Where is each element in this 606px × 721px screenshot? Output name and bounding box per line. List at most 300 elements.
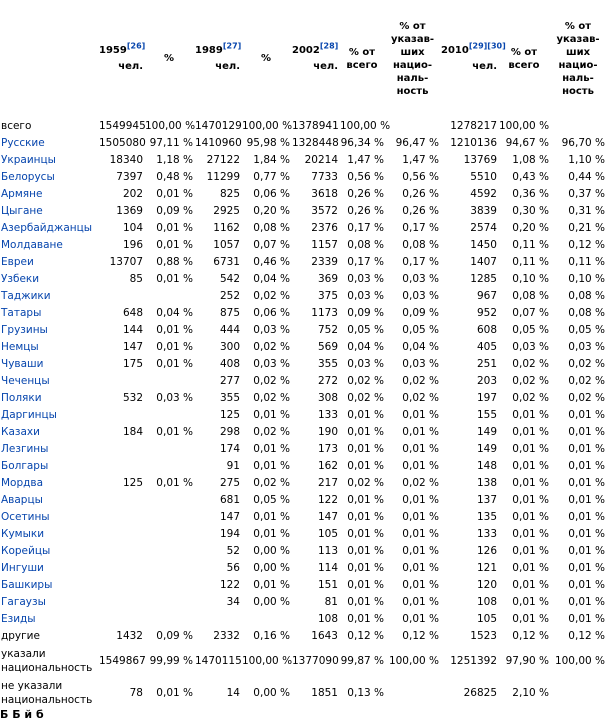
table-cell: 0,06 % <box>253 188 290 200</box>
table-cell: 0,02 % <box>253 477 290 489</box>
table-cell: 149 <box>476 426 497 438</box>
table-cell <box>98 611 144 628</box>
table-cell: 0,08 % <box>568 290 605 302</box>
nationality-link[interactable]: Мордва <box>1 477 44 489</box>
table-cell <box>98 458 144 475</box>
table-cell: 0,03 % <box>402 273 439 285</box>
row-label <box>0 611 98 628</box>
table-row <box>0 254 606 271</box>
table-cell: 0,09 % <box>156 205 193 217</box>
nationality-link[interactable]: Корейцы <box>1 545 51 557</box>
nationality-link[interactable]: Ингуши <box>1 562 44 574</box>
table-cell <box>98 407 144 424</box>
table-cell: 0,01 % <box>512 460 549 472</box>
table-cell <box>144 288 194 305</box>
table-cell: 14 <box>226 686 240 699</box>
table-cell: 569 <box>317 341 338 353</box>
table-cell: 0,03 % <box>402 290 439 302</box>
table-cell: 0,09 % <box>402 307 439 319</box>
header-2010: 2010[29][30] чел. <box>441 41 506 72</box>
table-cell: 0,01 % <box>347 545 384 557</box>
header-label <box>0 0 98 118</box>
table-cell: 0,01 % <box>512 426 549 438</box>
table-cell: 0,00 % <box>253 686 290 699</box>
table-cell: 0,01 % <box>156 222 193 234</box>
table-cell: 0,26 % <box>402 188 439 200</box>
table-cell: 133 <box>476 528 497 540</box>
nationality-link[interactable]: Грузины <box>1 324 48 336</box>
table-cell: 78 <box>129 686 143 699</box>
table-cell: 0,02 % <box>347 392 384 404</box>
nationality-link[interactable]: Молдаване <box>1 239 63 251</box>
table-cell: 1470115 <box>195 654 242 667</box>
table-cell: 0,01 % <box>347 409 384 421</box>
ref-2010-link[interactable]: [29][30] <box>468 41 506 51</box>
table-cell: 408 <box>219 358 240 370</box>
table-cell: 0,48 % <box>156 171 193 183</box>
table-row <box>0 322 606 339</box>
table-cell: 100,00 % <box>554 654 605 667</box>
table-cell: 0,01 % <box>568 613 605 625</box>
table-cell: 0,01 % <box>156 239 193 251</box>
table-row <box>0 118 606 135</box>
table-cell: 0,20 % <box>253 205 290 217</box>
table-row <box>0 645 606 677</box>
table-cell <box>385 118 440 135</box>
table-cell: 190 <box>317 426 338 438</box>
row-label <box>0 560 98 577</box>
table-cell: 0,01 % <box>253 443 290 455</box>
row-label <box>0 135 98 152</box>
nationality-link[interactable]: Азербайджанцы <box>1 222 93 234</box>
row-label <box>0 543 98 560</box>
nationality-link[interactable]: Белорусы <box>1 171 55 183</box>
table-cell: 137 <box>476 494 497 506</box>
table-cell: 0,01 % <box>568 579 605 591</box>
table-cell: 0,01 % <box>568 494 605 506</box>
table-cell: 0,01 % <box>568 409 605 421</box>
table-cell: 0,12 % <box>568 630 605 642</box>
table-cell: 0,56 % <box>402 171 439 183</box>
table-cell: 0,01 % <box>347 511 384 523</box>
row-label <box>0 186 98 203</box>
table-cell: 0,01 % <box>402 409 439 421</box>
table-cell: 85 <box>129 273 143 285</box>
table-cell: 0,01 % <box>512 443 549 455</box>
table-cell: 108 <box>317 613 338 625</box>
table-cell: 0,01 % <box>512 562 549 574</box>
table-cell: 0,01 % <box>512 528 549 540</box>
row-label <box>0 271 98 288</box>
nationality-link[interactable]: Гагаузы <box>1 596 46 608</box>
table-cell: 0,01 % <box>253 579 290 591</box>
table-cell: 202 <box>122 188 143 200</box>
table-cell: 369 <box>317 273 338 285</box>
table-cell: 133 <box>317 409 338 421</box>
table-row <box>0 594 606 611</box>
table-cell: 144 <box>122 324 143 336</box>
table-cell <box>144 526 194 543</box>
table-cell: 2376 <box>311 222 338 234</box>
table-cell: 2332 <box>213 630 240 642</box>
table-row <box>0 407 606 424</box>
table-cell: 0,26 % <box>347 205 384 217</box>
nationality-link[interactable]: Татары <box>1 307 42 319</box>
table-cell: 0,01 % <box>402 545 439 557</box>
table-cell: 138 <box>476 477 497 489</box>
table-cell: 375 <box>317 290 338 302</box>
header-pct-1959: % <box>163 53 175 64</box>
table-cell: 0,03 % <box>402 358 439 370</box>
header-pct-2010-total: % от всего <box>508 47 540 71</box>
table-cell: 147 <box>317 511 338 523</box>
table-cell: 100,00 % <box>499 120 550 132</box>
row-label <box>0 492 98 509</box>
table-cell: 875 <box>219 307 240 319</box>
table-cell: 0,03 % <box>253 324 290 336</box>
table-cell <box>144 373 194 390</box>
table-cell: 1157 <box>311 239 338 251</box>
table-cell: 0,01 % <box>347 528 384 540</box>
header-pct-2002-total: % от всего <box>346 47 378 71</box>
table-cell: 1,18 % <box>156 154 193 166</box>
table-row <box>0 152 606 169</box>
table-cell: 0,01 % <box>253 460 290 472</box>
row-label: другие <box>1 630 40 642</box>
table-row <box>0 611 606 628</box>
table-cell: 0,01 % <box>568 596 605 608</box>
table-cell <box>144 458 194 475</box>
table-row <box>0 475 606 492</box>
table-cell: 0,26 % <box>402 205 439 217</box>
table-cell: 0,01 % <box>402 562 439 574</box>
table-cell <box>144 492 194 509</box>
nationality-link[interactable]: Цыгане <box>1 205 43 217</box>
table-row <box>0 526 606 543</box>
table-cell: 148 <box>476 460 497 472</box>
table-cell: 13707 <box>109 256 143 268</box>
nationality-link[interactable]: Чеченцы <box>1 375 50 387</box>
table-cell: 0,10 % <box>568 273 605 285</box>
table-cell: 0,02 % <box>253 392 290 404</box>
table-cell <box>98 441 144 458</box>
row-label <box>0 288 98 305</box>
table-cell: 96,34 % <box>340 137 384 149</box>
table-cell <box>144 543 194 560</box>
nationality-link[interactable]: Даргинцы <box>1 409 57 421</box>
row-label <box>0 458 98 475</box>
table-cell: 532 <box>122 392 143 404</box>
table-cell: 0,05 % <box>512 324 549 336</box>
table-cell: 18340 <box>109 154 143 166</box>
table-cell: 196 <box>122 239 143 251</box>
table-cell <box>144 594 194 611</box>
table-cell: 1549867 <box>99 654 146 667</box>
table-cell: 1369 <box>116 205 143 217</box>
table-cell: 34 <box>226 596 240 608</box>
nationality-link[interactable]: Евреи <box>1 256 34 268</box>
table-cell: 173 <box>317 443 338 455</box>
table-cell: 0,03 % <box>512 341 549 353</box>
table-cell: 1,10 % <box>568 154 605 166</box>
table-cell: 1251392 <box>450 654 497 667</box>
nationality-link[interactable]: Болгары <box>1 460 49 472</box>
table-cell: 0,77 % <box>253 171 290 183</box>
table-cell <box>98 288 144 305</box>
table-cell: 0,01 % <box>568 545 605 557</box>
table-cell: 97,90 % <box>505 654 549 667</box>
table-cell: 1643 <box>311 630 338 642</box>
table-cell: 0,04 % <box>402 341 439 353</box>
table-cell: 151 <box>317 579 338 591</box>
table-cell: 0,01 % <box>253 511 290 523</box>
ref-1989-link[interactable]: [27] <box>222 41 242 51</box>
table-cell: 0,01 % <box>253 528 290 540</box>
table-cell: 1432 <box>116 630 143 642</box>
table-row <box>0 356 606 373</box>
table-cell: 155 <box>476 409 497 421</box>
table-cell: 0,01 % <box>253 409 290 421</box>
table-cell: 147 <box>219 511 240 523</box>
nationality-link[interactable]: Чуваши <box>1 358 44 370</box>
table-cell: 1549945 <box>99 120 146 132</box>
table-cell: 0,11 % <box>512 239 549 251</box>
table-cell: 0,08 % <box>253 222 290 234</box>
table-cell <box>98 560 144 577</box>
table-cell: 125 <box>219 409 240 421</box>
table-cell <box>98 492 144 509</box>
table-cell: 252 <box>219 290 240 302</box>
table-cell: 2339 <box>311 256 338 268</box>
table-cell: 0,31 % <box>568 205 605 217</box>
table-cell: 95,98 % <box>246 137 290 149</box>
table-cell: 108 <box>476 596 497 608</box>
table-cell: 0,02 % <box>347 375 384 387</box>
table-cell: 0,17 % <box>347 256 384 268</box>
table-cell: 0,04 % <box>156 307 193 319</box>
table-cell: 0,01 % <box>156 341 193 353</box>
row-label <box>0 339 98 356</box>
table-cell: 0,11 % <box>568 256 605 268</box>
table-cell: 0,03 % <box>347 290 384 302</box>
nationality-link[interactable]: Немцы <box>1 341 39 353</box>
table-cell: 0,00 % <box>253 596 290 608</box>
table-row <box>0 424 606 441</box>
table-body <box>0 118 606 709</box>
table-cell: 0,20 % <box>512 222 549 234</box>
table-cell: 0,02 % <box>568 358 605 370</box>
table-cell <box>550 118 606 135</box>
table-cell: 0,01 % <box>402 613 439 625</box>
nationality-link[interactable]: Русские <box>1 137 45 149</box>
table-cell: 203 <box>476 375 497 387</box>
row-label <box>0 220 98 237</box>
table-cell: 0,04 % <box>253 273 290 285</box>
ref-2002-link[interactable]: [28] <box>319 41 339 51</box>
table-cell: 20214 <box>304 154 338 166</box>
table-cell: 0,01 % <box>512 596 549 608</box>
nationality-link[interactable]: Кумыки <box>1 528 45 540</box>
nationality-link[interactable]: Езиды <box>1 613 36 625</box>
table-cell: 6731 <box>213 256 240 268</box>
table-cell: 7733 <box>311 171 338 183</box>
table-row <box>0 237 606 254</box>
table-row <box>0 543 606 560</box>
table-cell: 0,17 % <box>347 222 384 234</box>
row-label <box>0 305 98 322</box>
table-cell: 0,02 % <box>347 477 384 489</box>
table-cell: 0,12 % <box>347 630 384 642</box>
row-label <box>0 526 98 543</box>
table-cell: 0,02 % <box>253 341 290 353</box>
table-cell: 0,01 % <box>156 358 193 370</box>
table-cell: 0,01 % <box>568 426 605 438</box>
table-row <box>0 169 606 186</box>
table-cell: 194 <box>219 528 240 540</box>
row-label <box>0 594 98 611</box>
table-cell: 0,02 % <box>512 375 549 387</box>
table-cell: 0,09 % <box>156 630 193 642</box>
table-cell: 122 <box>317 494 338 506</box>
table-cell: 96,47 % <box>395 137 439 149</box>
table-cell: 952 <box>476 307 497 319</box>
table-cell <box>144 441 194 458</box>
table-cell: 122 <box>219 579 240 591</box>
nationality-link[interactable]: Армяне <box>1 188 43 200</box>
table-cell <box>98 594 144 611</box>
table-cell: 0,01 % <box>568 528 605 540</box>
table-cell: 0,01 % <box>512 409 549 421</box>
table-cell: 0,13 % <box>347 686 384 699</box>
table-cell: 0,00 % <box>253 562 290 574</box>
table-cell: 0,02 % <box>402 477 439 489</box>
table-cell: 272 <box>317 375 338 387</box>
table-cell <box>144 577 194 594</box>
table-cell: 752 <box>317 324 338 336</box>
table-cell: 52 <box>226 545 240 557</box>
table-cell: 1470129 <box>195 120 242 132</box>
table-cell: 1410960 <box>195 137 242 149</box>
ref-1959-link[interactable]: [26] <box>126 41 146 51</box>
row-label <box>0 407 98 424</box>
table-cell: 0,08 % <box>568 307 605 319</box>
table-cell: 0,01 % <box>156 324 193 336</box>
nationality-link[interactable]: Аварцы <box>1 494 43 506</box>
table-cell: 0,01 % <box>156 686 193 699</box>
table-cell: 444 <box>219 324 240 336</box>
table-cell: 0,12 % <box>512 630 549 642</box>
table-row <box>0 577 606 594</box>
table-cell <box>144 407 194 424</box>
row-label <box>0 373 98 390</box>
table-cell: 0,02 % <box>568 375 605 387</box>
table-cell <box>385 677 440 709</box>
table-cell: 217 <box>317 477 338 489</box>
table-cell: 0,01 % <box>347 494 384 506</box>
table-cell <box>98 373 144 390</box>
table-cell: 105 <box>317 528 338 540</box>
table-cell: 197 <box>476 392 497 404</box>
table-cell: 2,10 % <box>512 686 549 699</box>
table-cell: 0,01 % <box>402 426 439 438</box>
table-cell <box>98 526 144 543</box>
nationality-link[interactable]: Башкиры <box>1 579 53 591</box>
table-cell: 2574 <box>470 222 497 234</box>
table-cell: 0,05 % <box>402 324 439 336</box>
table-cell: 0,07 % <box>512 307 549 319</box>
table-cell: 681 <box>219 494 240 506</box>
nationality-link[interactable]: Таджики <box>1 290 51 302</box>
table-cell: 0,03 % <box>253 358 290 370</box>
table-cell: 99,99 % <box>149 654 193 667</box>
table-cell: 0,46 % <box>253 256 290 268</box>
table-cell: 100,00 % <box>242 120 293 132</box>
row-label <box>0 203 98 220</box>
table-cell <box>144 611 194 628</box>
nationality-link[interactable]: Осетины <box>1 511 50 523</box>
table-cell: 94,67 % <box>505 137 549 149</box>
table-cell: 0,30 % <box>512 205 549 217</box>
table-cell: 1210136 <box>450 137 497 149</box>
row-label <box>0 254 98 271</box>
table-cell: 0,43 % <box>512 171 549 183</box>
nationality-link[interactable]: Узбеки <box>1 273 40 285</box>
table-cell: 0,01 % <box>347 613 384 625</box>
row-label <box>0 577 98 594</box>
table-cell: 608 <box>476 324 497 336</box>
header-1989: 1989[27] чел. <box>195 41 242 72</box>
table-cell: 13769 <box>463 154 497 166</box>
table-cell: 825 <box>219 188 240 200</box>
table-cell: 0,02 % <box>512 392 549 404</box>
table-cell: 308 <box>317 392 338 404</box>
table-cell: 0,17 % <box>402 256 439 268</box>
table-cell: 5510 <box>470 171 497 183</box>
table-cell: 149 <box>476 443 497 455</box>
nationality-link[interactable]: Украинцы <box>1 154 56 166</box>
nationality-link[interactable]: Казахи <box>1 426 40 438</box>
row-label: не указали национальность <box>1 680 93 706</box>
table-cell: 0,01 % <box>156 426 193 438</box>
table-cell: 26825 <box>463 686 497 699</box>
table-cell: 0,05 % <box>347 324 384 336</box>
table-cell: 0,01 % <box>512 545 549 557</box>
table-cell: 0,02 % <box>512 358 549 370</box>
table-cell: 0,01 % <box>512 494 549 506</box>
row-label <box>0 509 98 526</box>
table-cell: 125 <box>122 477 143 489</box>
table-cell: 0,09 % <box>347 307 384 319</box>
row-label <box>0 237 98 254</box>
table-cell: 0,16 % <box>253 630 290 642</box>
table-cell: 91 <box>226 460 240 472</box>
table-cell: 120 <box>476 579 497 591</box>
table-cell: 114 <box>317 562 338 574</box>
table-cell: 300 <box>219 341 240 353</box>
nationality-link[interactable]: Лезгины <box>1 443 49 455</box>
table-cell: 1,47 % <box>347 154 384 166</box>
table-cell: 0,05 % <box>253 494 290 506</box>
row-label <box>0 475 98 492</box>
table-cell: 0,36 % <box>512 188 549 200</box>
nationality-link[interactable]: Поляки <box>1 392 42 404</box>
table-row <box>0 339 606 356</box>
table-cell: 0,03 % <box>347 273 384 285</box>
table-cell: 0,01 % <box>512 579 549 591</box>
row-label <box>0 322 98 339</box>
table-cell: 0,01 % <box>568 562 605 574</box>
table-row <box>0 560 606 577</box>
